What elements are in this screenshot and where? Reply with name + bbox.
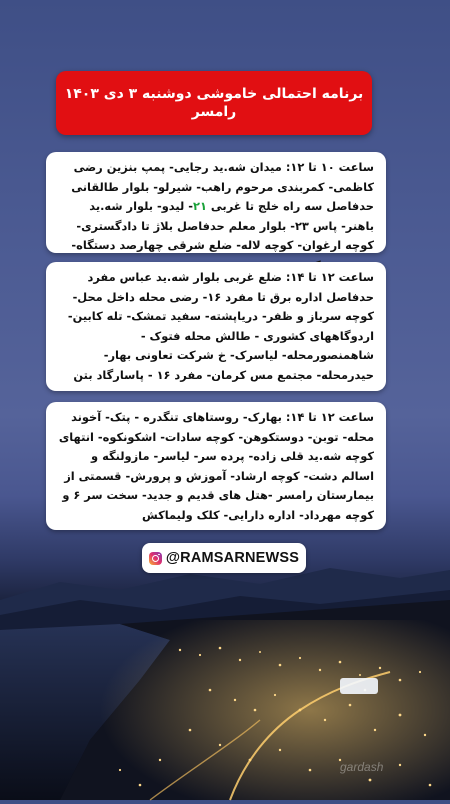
page-title: برنامه احتمالی خاموشی دوشنبه ۳ دی ۱۴۰۳ رامسر [64, 85, 364, 120]
schedule-card-3 [46, 402, 386, 530]
schedule-card-1 [46, 152, 386, 253]
schedule-card-2-text: ساعت ۱۲ تا ۱۴: ضلع غربی بلوار شه.ید عباس مفرد حدفاصل اداره برق تا مفرد ۱۶- رضی محله داخل محل- کوچه سرباز و ظفر- دریاپشته- سفید تمشک- تله کابین- اردوگاههای کشوری - طالش محله فتوک - شاهمنصورمحله- لیاسرک- خ شرکت تعاونی بهار- حیدرمحله- مجتمع مس کرمان- مفرد ۱۶ - پاسارگاد بتن [67, 270, 374, 382]
schedule-card-1-highlight: ۲۱ [193, 199, 207, 213]
schedule-card-2 [46, 262, 386, 391]
schedule-card-1-text: ساعت ۱۰ تا ۱۲: میدان شه.ید رجایی- پمپ بنزین رضی کاظمی- کمربندی مرحوم راهب- شیرلو- بلوار طالقانی حدفاصل سه راه خلج تا غربی [71, 160, 374, 213]
instagram-icon [149, 552, 162, 565]
instagram-handle-text: @RAMSARNEWSS [165, 550, 300, 566]
watermark: gardash [340, 760, 384, 774]
instagram-handle-badge[interactable] [142, 543, 306, 573]
title-banner [56, 71, 372, 135]
schedule-card-1-text-rest: - لیدو- بلوار شه.ید باهنر- پاس ۲۳- بلوار معلم حدفاصل بلاژ تا دادگستری- کوچه ارغوان- کوچه لاله- ضلع شرقی چهارصد دستگاه- [71, 199, 374, 252]
schedule-card-3-text: ساعت ۱۲ تا ۱۴: بهارک- روستاهای تنگدره - پتک- آخوند محله- توبن- دوستکوهن- کوچه سادات- اشکونکوه- انتهای کوچه شه.ید قلی زاده- پرده سر- لیاسر- مازولنگه و اسالم دشت- کوچه ارشاد- آموزش و پرورش- قسمتی از بیمارستان رامسر -هتل های قدیم و جدید- سخت سر ۶ و کوچه مهرداد- اداره دارایی- کلک ولیماکش [58, 410, 374, 522]
